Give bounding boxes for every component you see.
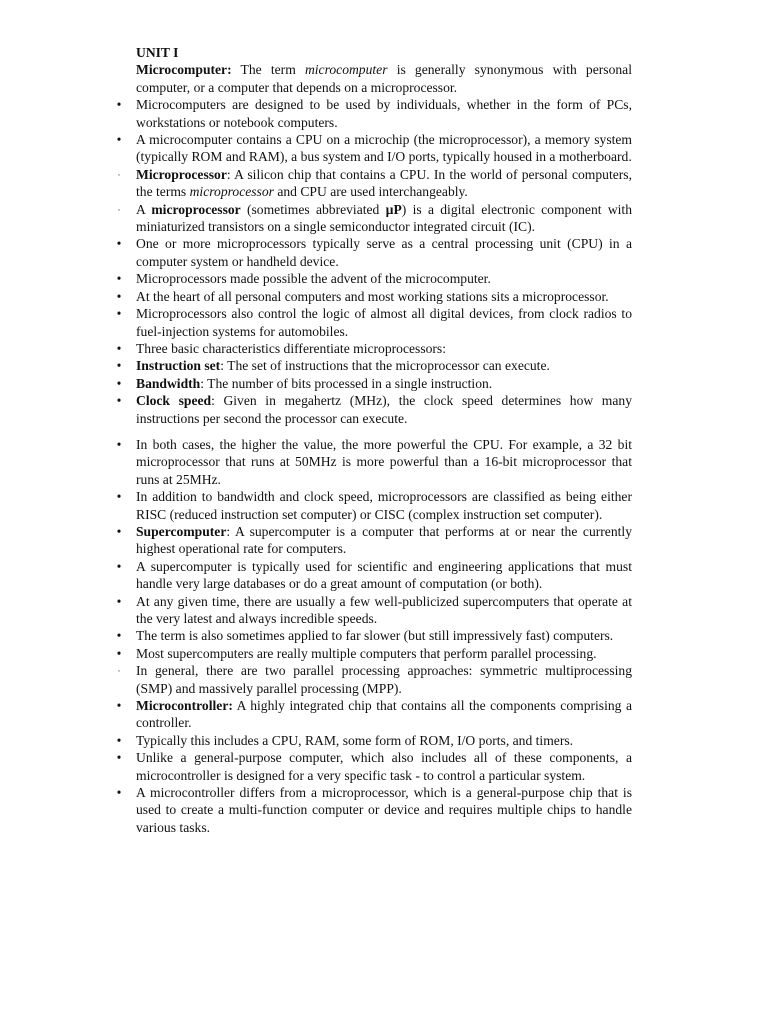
item-text: : A supercomputer is a computer that performs at or near the currently highest operational rate for computers. [136,523,632,557]
heading-block [136,44,632,96]
item-text: ) is a digital electronic component with miniaturized transistors on a single semiconductor integrated circuit (IC). [136,201,632,235]
list-item [116,340,632,357]
bullet-marker: • [116,288,122,304]
item-text: Microcomputers are designed to be used by individuals, whether in the form of PCs, workstations or notebook computers. [136,97,632,130]
bullet-marker: • [116,732,122,748]
list-item [116,375,632,392]
intro-text-b: is generally synonymous with personal computer, or a computer that depends on a microprocessor. [136,62,632,95]
item-text: (sometimes abbreviated [240,201,386,217]
bullet-marker: • [116,750,122,766]
bullet-marker: • [116,523,122,539]
item-text: Most supercomputers are really multiple computers that perform parallel processing. [136,645,597,661]
item-text: A microcontroller differs from a microprocessor, which is a general-purpose chip that is used to create a multi-function computer or device and requires multiple chips to handle various tasks. [136,785,632,835]
bold-term: Clock speed [136,393,212,409]
bullet-marker: • [116,628,122,644]
bullet-marker: · [117,666,121,677]
bold-term: Supercomputer [136,523,227,539]
item-text: A microcomputer contains a CPU on a microchip (the microprocessor), a memory system (typically ROM and RAM), a bus system and I/O ports, typically housed in a motherboard. [136,132,632,165]
item-text: In addition to bandwidth and clock speed, microprocessors are classified as being either RISC (reduced instruction set computer) or CISC (complex instruction set computer). [136,489,632,522]
bullet-marker: • [116,132,122,148]
bullet-marker: • [116,785,122,801]
bold-term: Microcontroller: [136,698,233,714]
unit-title: UNIT I [136,45,179,60]
item-text: Microprocessors also control the logic of almost all digital devices, from clock radios to fuel-injection systems for automobiles. [136,306,632,339]
list-item [116,732,632,749]
bullet-marker: • [116,306,122,322]
list-item [117,662,632,697]
item-text: A highly integrated chip that contains all the components comprising a controller. [136,698,632,731]
list-item [117,201,632,236]
bullet-marker: • [116,340,122,356]
item-text: : The number of bits processed in a single instruction. [200,375,493,391]
bold-term: microprocessor [151,201,241,217]
item-text: At the heart of all personal computers and most working stations sits a microprocessor. [136,288,609,304]
list-item [116,593,632,628]
item-text: A [136,201,152,217]
item-text: Unlike a general-purpose computer, which also includes all of these components, a microcontroller is designed for a very specific task - to control a particular system. [136,750,632,783]
bullet-marker: • [116,97,122,113]
italic-term: microprocessor [189,184,274,200]
list-item [116,270,632,287]
list-item [116,627,632,644]
bullet-marker: • [116,593,122,609]
bold-term: Instruction set [136,358,221,374]
bullet-marker: • [116,236,122,252]
bullet-list [0,96,768,836]
document-page [0,44,768,836]
bullet-marker: • [116,436,122,452]
list-item [116,305,632,340]
list-item [116,392,632,427]
list-item [116,436,632,488]
intro-paragraph [136,61,632,96]
intro-text-a: The term [231,62,305,78]
item-text: One or more microprocessors typically serve as a central processing unit (CPU) in a computer system or handheld device. [136,236,632,269]
bullet-marker: • [116,645,122,661]
bullet-marker: • [116,558,122,574]
item-text: A supercomputer is typically used for scientific and engineering applications that must handle very large databases or do a great amount of computation (or both). [136,558,632,592]
bullet-marker: • [116,271,122,287]
item-text: Three basic characteristics differentiate microprocessors: [136,340,446,356]
item-text: : Given in megahertz (MHz), the clock speed determines how many instructions per second the processor can execute. [136,393,632,426]
bullet-marker: • [116,375,122,391]
item-text: Microprocessors made possible the advent of the microcomputer. [136,271,491,287]
list-item [116,749,632,784]
bullet-marker: · [117,169,121,180]
list-item [116,645,632,662]
item-text: In general, there are two parallel processing approaches: symmetric multiprocessing (SMP) and massively parallel processing (MPP). [136,663,632,696]
bullet-marker: • [116,489,122,505]
item-text: and CPU are used interchangeably. [273,184,468,200]
bullet-marker: • [116,393,122,409]
list-item [116,235,632,270]
item-text: In both cases, the higher the value, the more powerful the CPU. For example, a 32 bit microprocessor that runs at 50MHz is more powerful than a 16-bit microprocessor that runs at 25MHz. [136,436,632,487]
list-item [116,558,632,593]
bullet-marker: · [117,204,121,215]
bold-term: Bandwidth [136,375,201,391]
list-item [116,488,632,523]
bullet-marker: • [116,698,122,714]
list-item [116,523,632,558]
list-item [116,131,632,166]
list-item [116,357,632,374]
item-text: : The set of instructions that the microprocessor can execute. [220,358,550,374]
bullet-marker: • [116,358,122,374]
intro-term: Microcomputer: [136,62,232,78]
list-item [116,697,632,732]
list-item [116,784,632,836]
intro-italic: microcomputer [304,62,388,78]
list-item [116,288,632,305]
item-text: At any given time, there are usually a few well-publicized supercomputers that operate at the very latest and always incredible speeds. [136,593,632,626]
list-item [116,96,632,131]
list-item [117,166,632,201]
item-text: The term is also sometimes applied to far slower (but still impressively fast) computers. [136,628,614,644]
bold-term: Microprocessor [136,166,227,182]
item-text: Typically this includes a CPU, RAM, some form of ROM, I/O ports, and timers. [136,732,574,748]
item-text: : A silicon chip that contains a CPU. In the world of personal computers, the terms [136,166,632,200]
bold-term: µP [385,201,402,217]
